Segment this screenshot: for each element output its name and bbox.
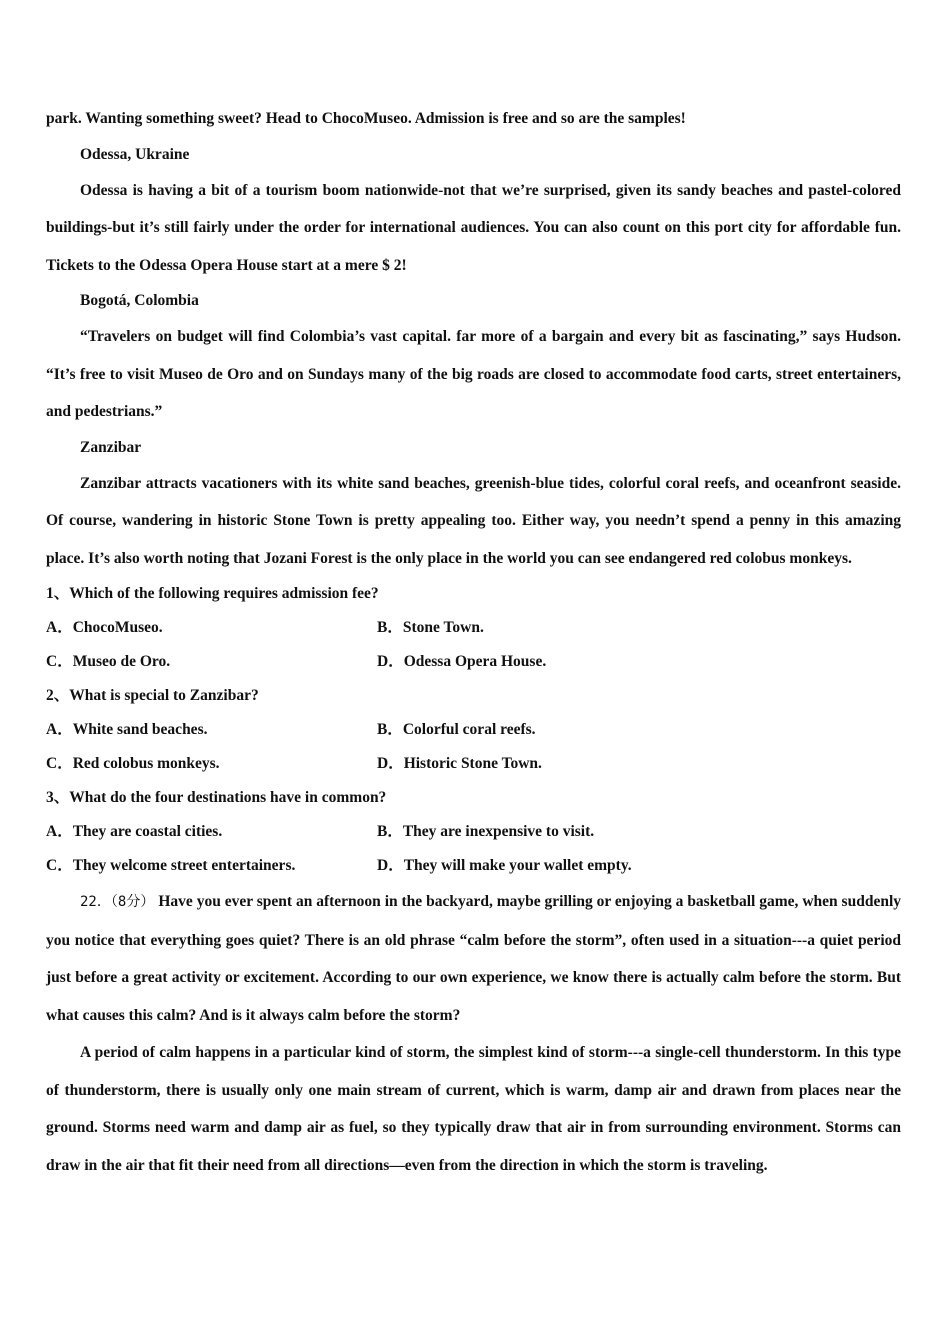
continuation-paragraph: park. Wanting something sweet? Head to ChocoMuseo. Admission is free and so are the samples! xyxy=(46,110,686,127)
option-row xyxy=(46,611,901,645)
document-page xyxy=(46,100,901,1184)
passage-22-paragraph-2: A period of calm happens in a particular kind of storm, the simplest kind of storm---a single-cell thunderstorm. In this type of thunderstorm, there is usually only one main stream of current, which is warm, damp air and drawn from places near the ground. Storms need warm and damp air as fuel, so they typically draw that air in from surrounding environment. Storms can draw in the air that fit their need from all directions—even from the direction in which the storm is traveling. xyxy=(46,1044,901,1174)
section-heading-odessa: Odessa, Ukraine xyxy=(80,145,190,163)
passage-22-intro-text: Have you ever spent an afternoon in the backyard, maybe grilling or enjoying a basketball game, when suddenly you notice that everything goes quiet? There is an old phrase “calm before the storm”, often used in a situation---a quiet period just before a great activity or excitement. According to our own experience, we know there is actually calm before the storm. But what causes this calm? And is it always calm before the storm? xyxy=(46,893,901,1024)
passage-22-intro xyxy=(46,883,901,1034)
question-stem: 2、What is special to Zanzibar? xyxy=(46,687,259,704)
option-d[interactable]: D．They will make your wallet empty. xyxy=(377,857,632,874)
section-text-zanzibar: Zanzibar attracts vacationers with its white sand beaches, greenish-blue tides, colorful coral reefs, and oceanfront seaside. Of course, wandering in historic Stone Town is pretty appealing too. Either way, you needn’t spend a penny in this amazing place. It’s also worth noting that Jozani Forest is the only place in the world you can see endangered red colobus monkeys. xyxy=(46,474,901,567)
option-row xyxy=(46,645,901,679)
option-b[interactable]: B．Stone Town. xyxy=(377,619,484,636)
option-row xyxy=(46,747,901,781)
option-a[interactable]: A．ChocoMuseo. xyxy=(46,619,163,636)
section-heading-zanzibar: Zanzibar xyxy=(80,438,142,456)
option-c[interactable]: C．They welcome street entertainers. xyxy=(46,857,296,874)
question-1 xyxy=(46,577,901,679)
option-b[interactable]: B．Colorful coral reefs. xyxy=(377,721,536,738)
option-d[interactable]: D．Historic Stone Town. xyxy=(377,755,542,772)
question-number-22: 22．（8分） xyxy=(80,894,155,910)
question-3 xyxy=(46,781,901,883)
option-d[interactable]: D．Odessa Opera House. xyxy=(377,653,547,670)
option-b[interactable]: B．They are inexpensive to visit. xyxy=(377,823,595,840)
section-text-bogota: “Travelers on budget will find Colombia’s vast capital. far more of a bargain and every bit as fascinating,” says Hudson. “It’s free to visit Museo de Oro and on Sundays many of the big roads are closed to accommodate food carts, street entertainers, and pedestrians.” xyxy=(46,328,901,420)
section-text-odessa: Odessa is having a bit of a tourism boom nationwide-not that we’re surprised, given its sandy beaches and pastel-colored buildings-but it’s still fairly under the order for international audiences. You can also count on this port city for affordable fun. Tickets to the Odessa Opera House start at a mere $ 2! xyxy=(46,181,901,274)
question-stem: 1、Which of the following requires admission fee? xyxy=(46,585,379,602)
question-stem: 3、What do the four destinations have in common? xyxy=(46,789,387,806)
option-row xyxy=(46,815,901,849)
option-a[interactable]: A．White sand beaches. xyxy=(46,721,208,738)
option-a[interactable]: A．They are coastal cities. xyxy=(46,823,223,840)
option-row xyxy=(46,849,901,883)
option-c[interactable]: C．Red colobus monkeys. xyxy=(46,755,220,772)
section-heading-bogota: Bogotá, Colombia xyxy=(80,292,199,309)
option-c[interactable]: C．Museo de Oro. xyxy=(46,653,171,670)
question-2 xyxy=(46,679,901,781)
option-row xyxy=(46,713,901,747)
